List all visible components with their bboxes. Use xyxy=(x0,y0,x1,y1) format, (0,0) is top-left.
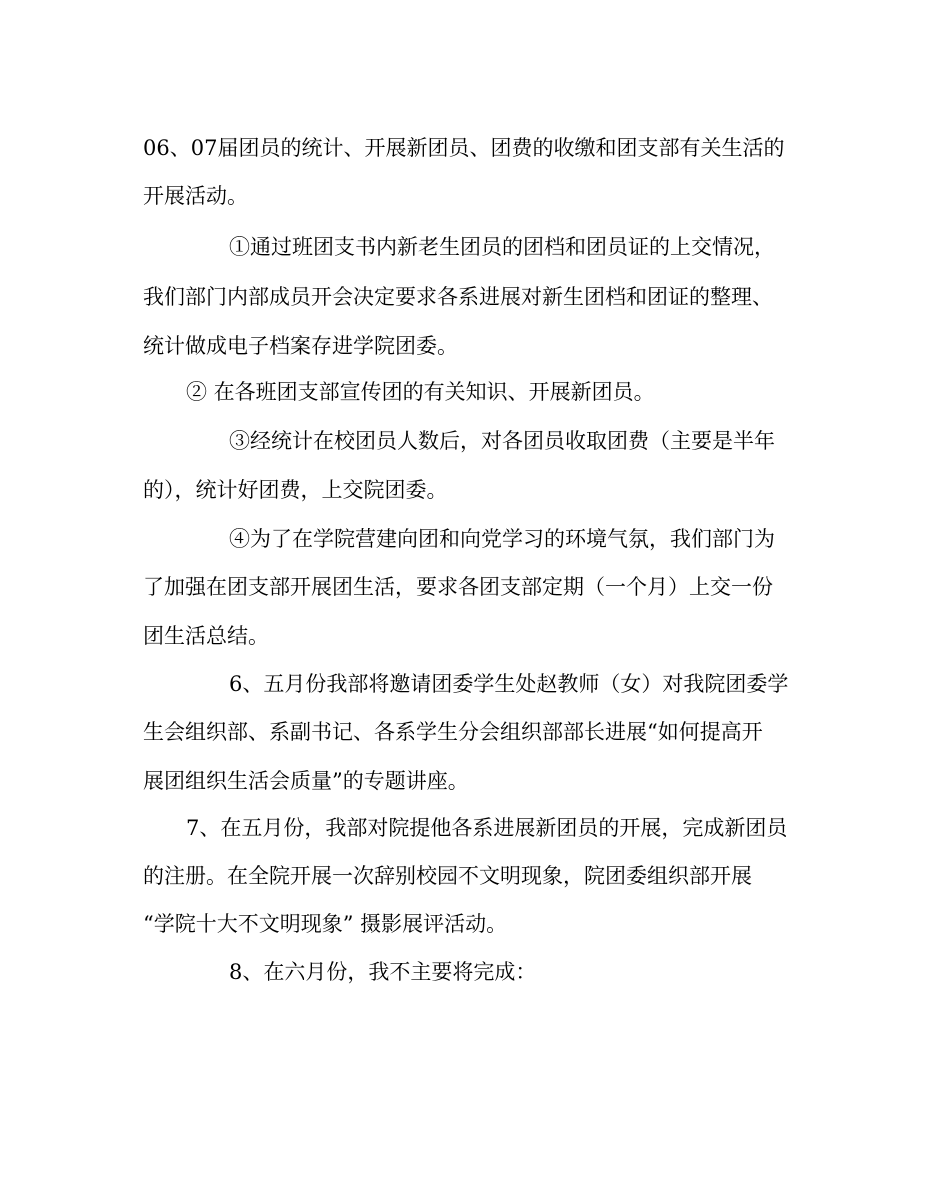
text-line: 8、在六月份，我不主要将完成： xyxy=(229,960,537,984)
text-line: ④为了在学院营建向团和向党学习的环境气氛，我们部门为 xyxy=(229,527,775,551)
text-line: 团生活总结。 xyxy=(143,624,269,648)
text-line: ①通过班团支书内新老生团员的团档和团员证的上交情况， xyxy=(229,235,775,259)
text-line: 的），统计好团费，上交院团委。 xyxy=(143,478,448,502)
text-line: 06、07届团员的统计、开展新团员、团费的收缴和团支部有关生活的 xyxy=(143,136,785,160)
text-line: 6、五月份我部将邀请团委学生处赵教师（女）对我院团委学 xyxy=(229,672,789,696)
text-line: 的注册。在全院开展一次辞别校园不文明现象，院团委组织部开展 xyxy=(143,864,752,888)
text-line: 了加强在团支部开展团生活，要求各团支部定期（一个月）上交一份 xyxy=(143,575,773,599)
text-line: 统计做成电子档案存进学院团委。 xyxy=(143,334,458,358)
text-line: 开展活动。 xyxy=(143,184,248,208)
text-line: “学院十大不文明现象” 摄影展评活动。 xyxy=(143,912,508,936)
text-line: ③经统计在校团员人数后，对各团员收取团费（主要是半年 xyxy=(229,429,775,453)
text-line: ② 在各班团支部宣传团的有关知识、开展新团员。 xyxy=(186,380,655,404)
text-line: 生会组织部、系副书记、各系学生分会组织部部长进展“如何提高开 xyxy=(143,720,763,744)
text-line: 我们部门内部成员开会决定要求各系进展对新生团档和团证的整理、 xyxy=(143,285,773,309)
text-line: 7、在五月份，我部对院提他各系进展新团员的开展，完成新团员 xyxy=(186,816,788,840)
text-line: 展团组织生活会质量”的专题讲座。 xyxy=(143,769,469,793)
